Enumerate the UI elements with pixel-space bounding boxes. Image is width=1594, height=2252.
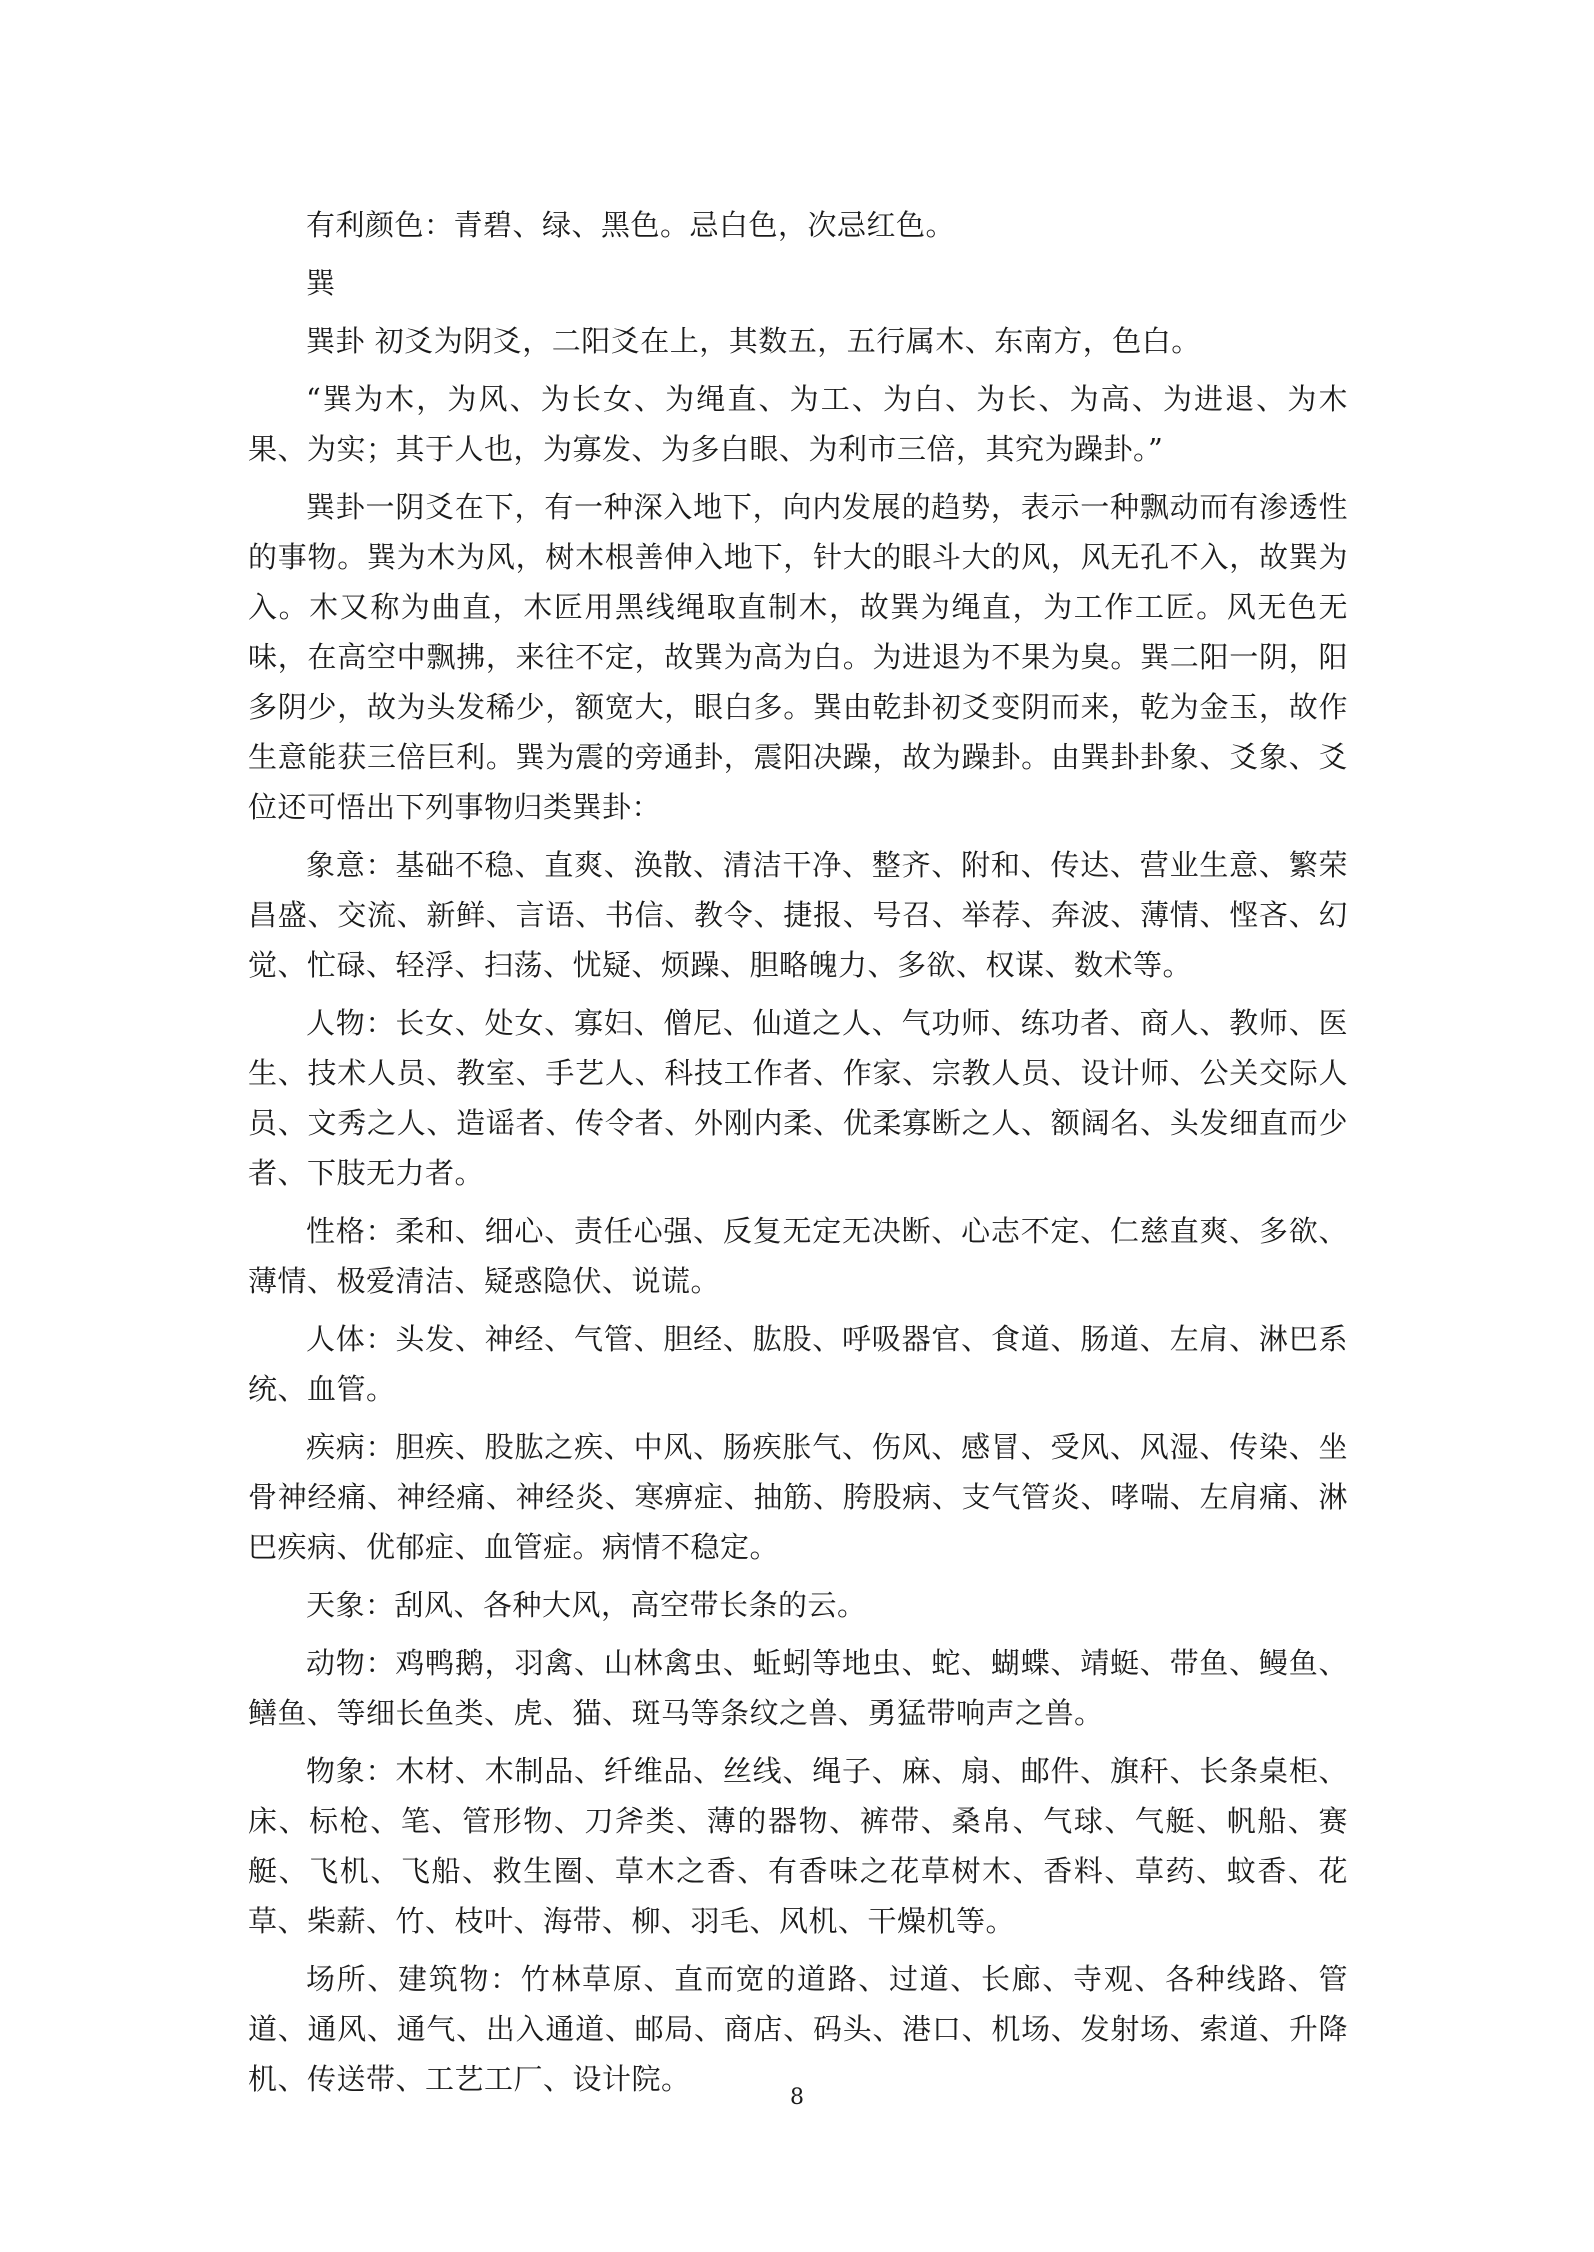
paragraph-favorable-colors: 有利颜色：青碧、绿、黑色。忌白色，次忌红色。	[306, 208, 956, 242]
page-body	[248, 200, 1348, 2112]
paragraph-explanation: 巽卦一阴爻在下，有一种深入地下，向内发展的趋势，表示一种飘动而有渗透性的事物。巽为木为风，树木根善伸入地下，针大的眼斗大的风，风无孔不入，故巽为入。木又称为曲直，木匠用黑线绳取直制木，故巽为绳直，为工作工匠。风无色无味，在高空中飘拂，来往不定，故巽为高为白。为进退为不果为臭。巽二阳一阴，阳多阴少，故为头发稀少，额宽大，眼白多。巽由乾卦初爻变阴而来，乾为金玉，故作生意能获三倍巨利。巽为震的旁通卦，震阳决躁，故为躁卦。由巽卦卦象、爻象、爻位还可悟出下列事物归类巽卦：	[248, 490, 1348, 824]
page-number: 8	[790, 2085, 804, 2110]
section-heading-xun: 巽	[306, 266, 336, 300]
paragraph-body: 人体：头发、神经、气管、胆经、肱股、呼吸器官、食道、肠道、左肩、淋巴系统、血管。	[248, 1322, 1348, 1406]
paragraph-diseases: 疾病：胆疾、股肱之疾、中风、肠疾胀气、伤风、感冒、受风、风湿、传染、坐骨神经痛、神经痛、神经炎、寒痹症、抽筋、胯股病、支气管炎、哮喘、左肩痛、淋巴疾病、优郁症、血管症。病情不稳定。	[248, 1430, 1348, 1564]
paragraph-objects: 物象：木材、木制品、纤维品、丝线、绳子、麻、扇、邮件、旗秆、长条桌柜、床、标枪、笔、管形物、刀斧类、薄的器物、裤带、桑帛、气球、气艇、帆船、赛艇、飞机、飞船、救生圈、草木之香、有香味之花草树木、香料、草药、蚊香、花草、柴薪、竹、枝叶、海带、柳、羽毛、风机、干燥机等。	[248, 1754, 1348, 1938]
paragraph-character: 性格：柔和、细心、责任心强、反复无定无决断、心志不定、仁慈直爽、多欲、薄情、极爱清洁、疑惑隐伏、说谎。	[248, 1214, 1348, 1298]
paragraph-animals: 动物：鸡鸭鹅，羽禽、山林禽虫、蚯蚓等地虫、蛇、蝴蝶、靖蜓、带鱼、鳗鱼、鳝鱼、等细长鱼类、虎、猫、斑马等条纹之兽、勇猛带响声之兽。	[248, 1646, 1348, 1730]
paragraph-places-buildings: 场所、建筑物：竹林草原、直而宽的道路、过道、长廊、寺观、各种线路、管道、通风、通气、出入通道、邮局、商店、码头、港口、机场、发射场、索道、升降机、传送带、工艺工厂、设计院。	[248, 1962, 1348, 2096]
paragraph-xun-trigram-definition: 巽卦 初爻为阴爻，二阳爻在上，其数五，五行属木、东南方，色白。	[306, 324, 1201, 358]
paragraph-classic-quote: “巽为木，为风、为长女、为绳直、为工、为白、为长、为高、为进退、为木果、为实；其于人也，为寡发、为多白眼、为利市三倍，其究为躁卦。”	[248, 382, 1348, 466]
paragraph-persons: 人物：长女、处女、寡妇、僧尼、仙道之人、气功师、练功者、商人、教师、医生、技术人员、教室、手艺人、科技工作者、作家、宗教人员、设计师、公关交际人员、文秀之人、造谣者、传令者、外刚内柔、优柔寡断之人、额阔名、头发细直而少者、下肢无力者。	[248, 1006, 1348, 1190]
paragraph-weather: 天象：刮风、各种大风，高空带长条的云。	[306, 1588, 867, 1622]
paragraph-meaning: 象意：基础不稳、直爽、涣散、清洁干净、整齐、附和、传达、营业生意、繁荣昌盛、交流、新鲜、言语、书信、教令、捷报、号召、举荐、奔波、薄情、悭吝、幻觉、忙碌、轻浮、扫荡、忧疑、烦躁、胆略魄力、多欲、权谋、数术等。	[248, 848, 1348, 982]
